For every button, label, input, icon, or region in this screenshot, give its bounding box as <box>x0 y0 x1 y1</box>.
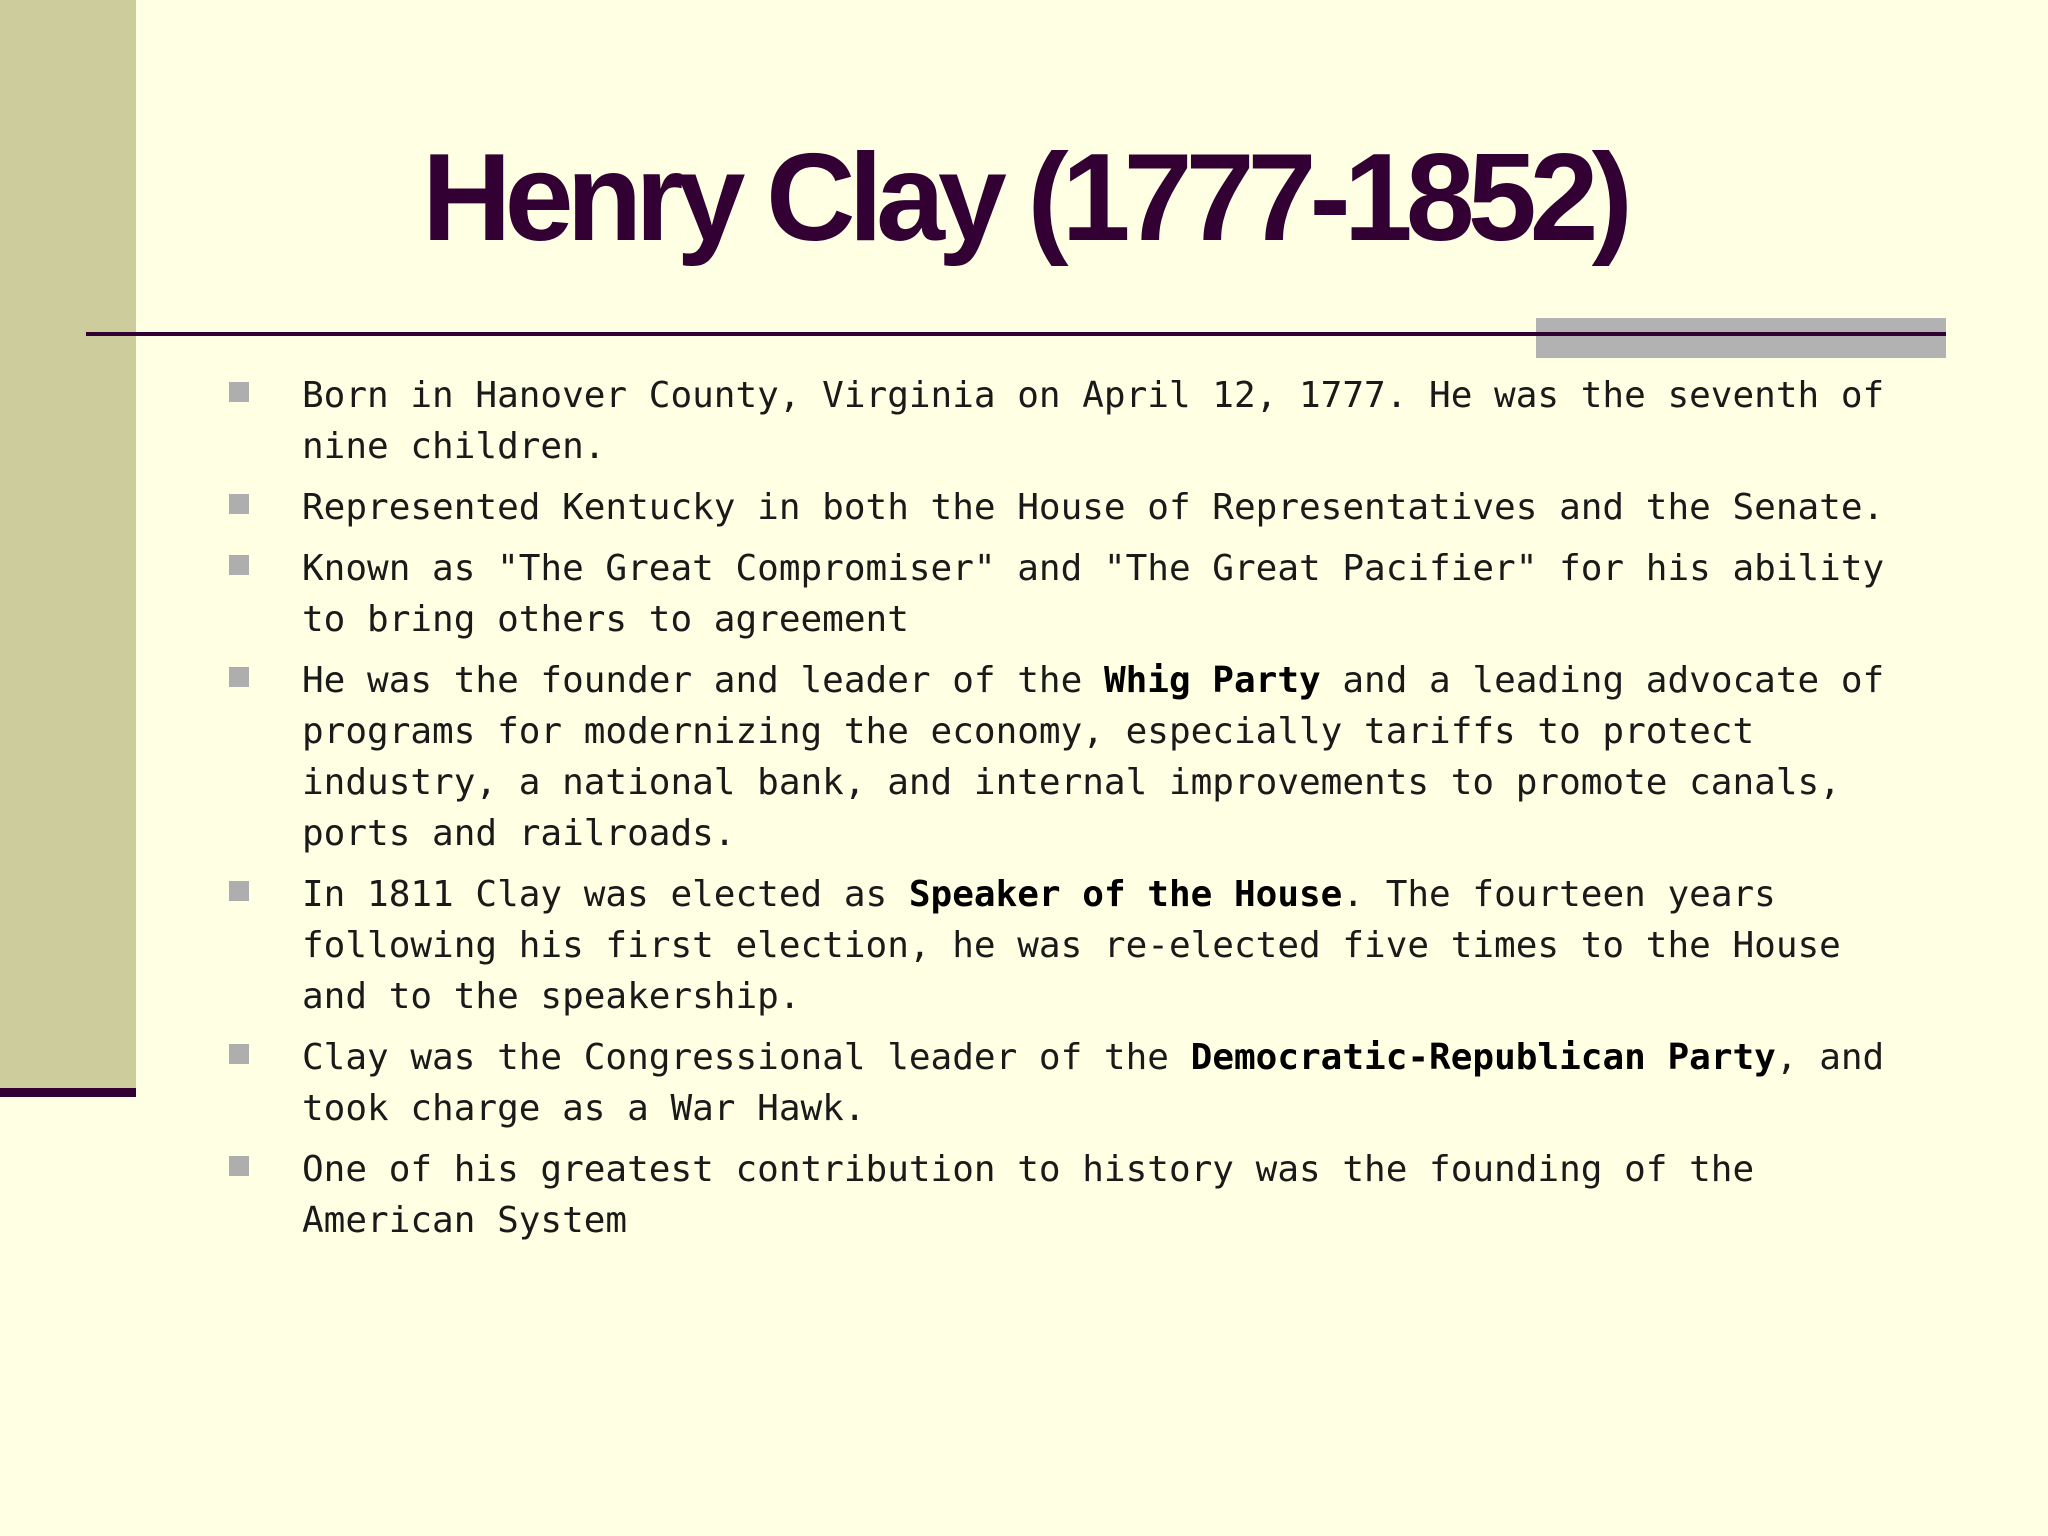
square-bullet-icon <box>229 881 249 901</box>
bullet-item <box>222 1032 1922 1134</box>
square-bullet-icon <box>229 1044 249 1064</box>
bullet-item <box>222 543 1922 645</box>
bullet-item <box>222 1144 1922 1246</box>
square-bullet-icon <box>229 1156 249 1176</box>
square-bullet-icon <box>229 382 249 402</box>
bullet-emphasis: Speaker of the House <box>908 874 1343 915</box>
square-bullet-icon <box>229 555 249 575</box>
bullet-text: He was the founder and leader of the <box>302 660 1104 701</box>
bullet-text-continued: and a leading advocate of programs for modernizing the economy, especially tariffs to protect industry, a national bank, and internal improvements to promote canals, ports and railroads. <box>302 660 1885 854</box>
bullet-item <box>222 482 1922 533</box>
title-accent-bar <box>1536 318 1946 358</box>
square-bullet-icon <box>229 494 249 514</box>
bullet-emphasis: Democratic-Republican Party <box>1190 1037 1776 1078</box>
bullet-text: Represented Kentucky in both the House of Representatives and the Senate. <box>302 487 1885 528</box>
bullet-text: One of his greatest contribution to history was the founding of the American System <box>302 1149 1755 1241</box>
title-divider-overlay <box>1536 332 1946 336</box>
bullet-item <box>222 370 1922 472</box>
bullet-item <box>222 655 1922 859</box>
bullet-text: In 1811 Clay was elected as <box>302 874 909 915</box>
bullet-item <box>222 869 1922 1022</box>
bullet-text-continued: . The fourteen years following his first election, he was re-elected five times to the House and to the speakership. <box>302 874 1841 1017</box>
bullet-text: Clay was the Congressional leader of the <box>302 1037 1191 1078</box>
bullet-text: Born in Hanover County, Virginia on April 12, 1777. He was the seventh of nine children. <box>302 375 1885 467</box>
bullet-text: Known as "The Great Compromiser" and "The Great Pacifier" for his ability to bring others to agreement <box>302 548 1885 640</box>
bullet-list <box>222 370 1922 1256</box>
slide-title: Henry Clay (1777-1852) <box>422 129 1626 267</box>
sidebar-rule <box>0 1088 136 1097</box>
bullet-emphasis: Whig Party <box>1103 660 1321 701</box>
bullet-text-continued: , and took charge as a War Hawk. <box>302 1037 1885 1129</box>
square-bullet-icon <box>229 667 249 687</box>
